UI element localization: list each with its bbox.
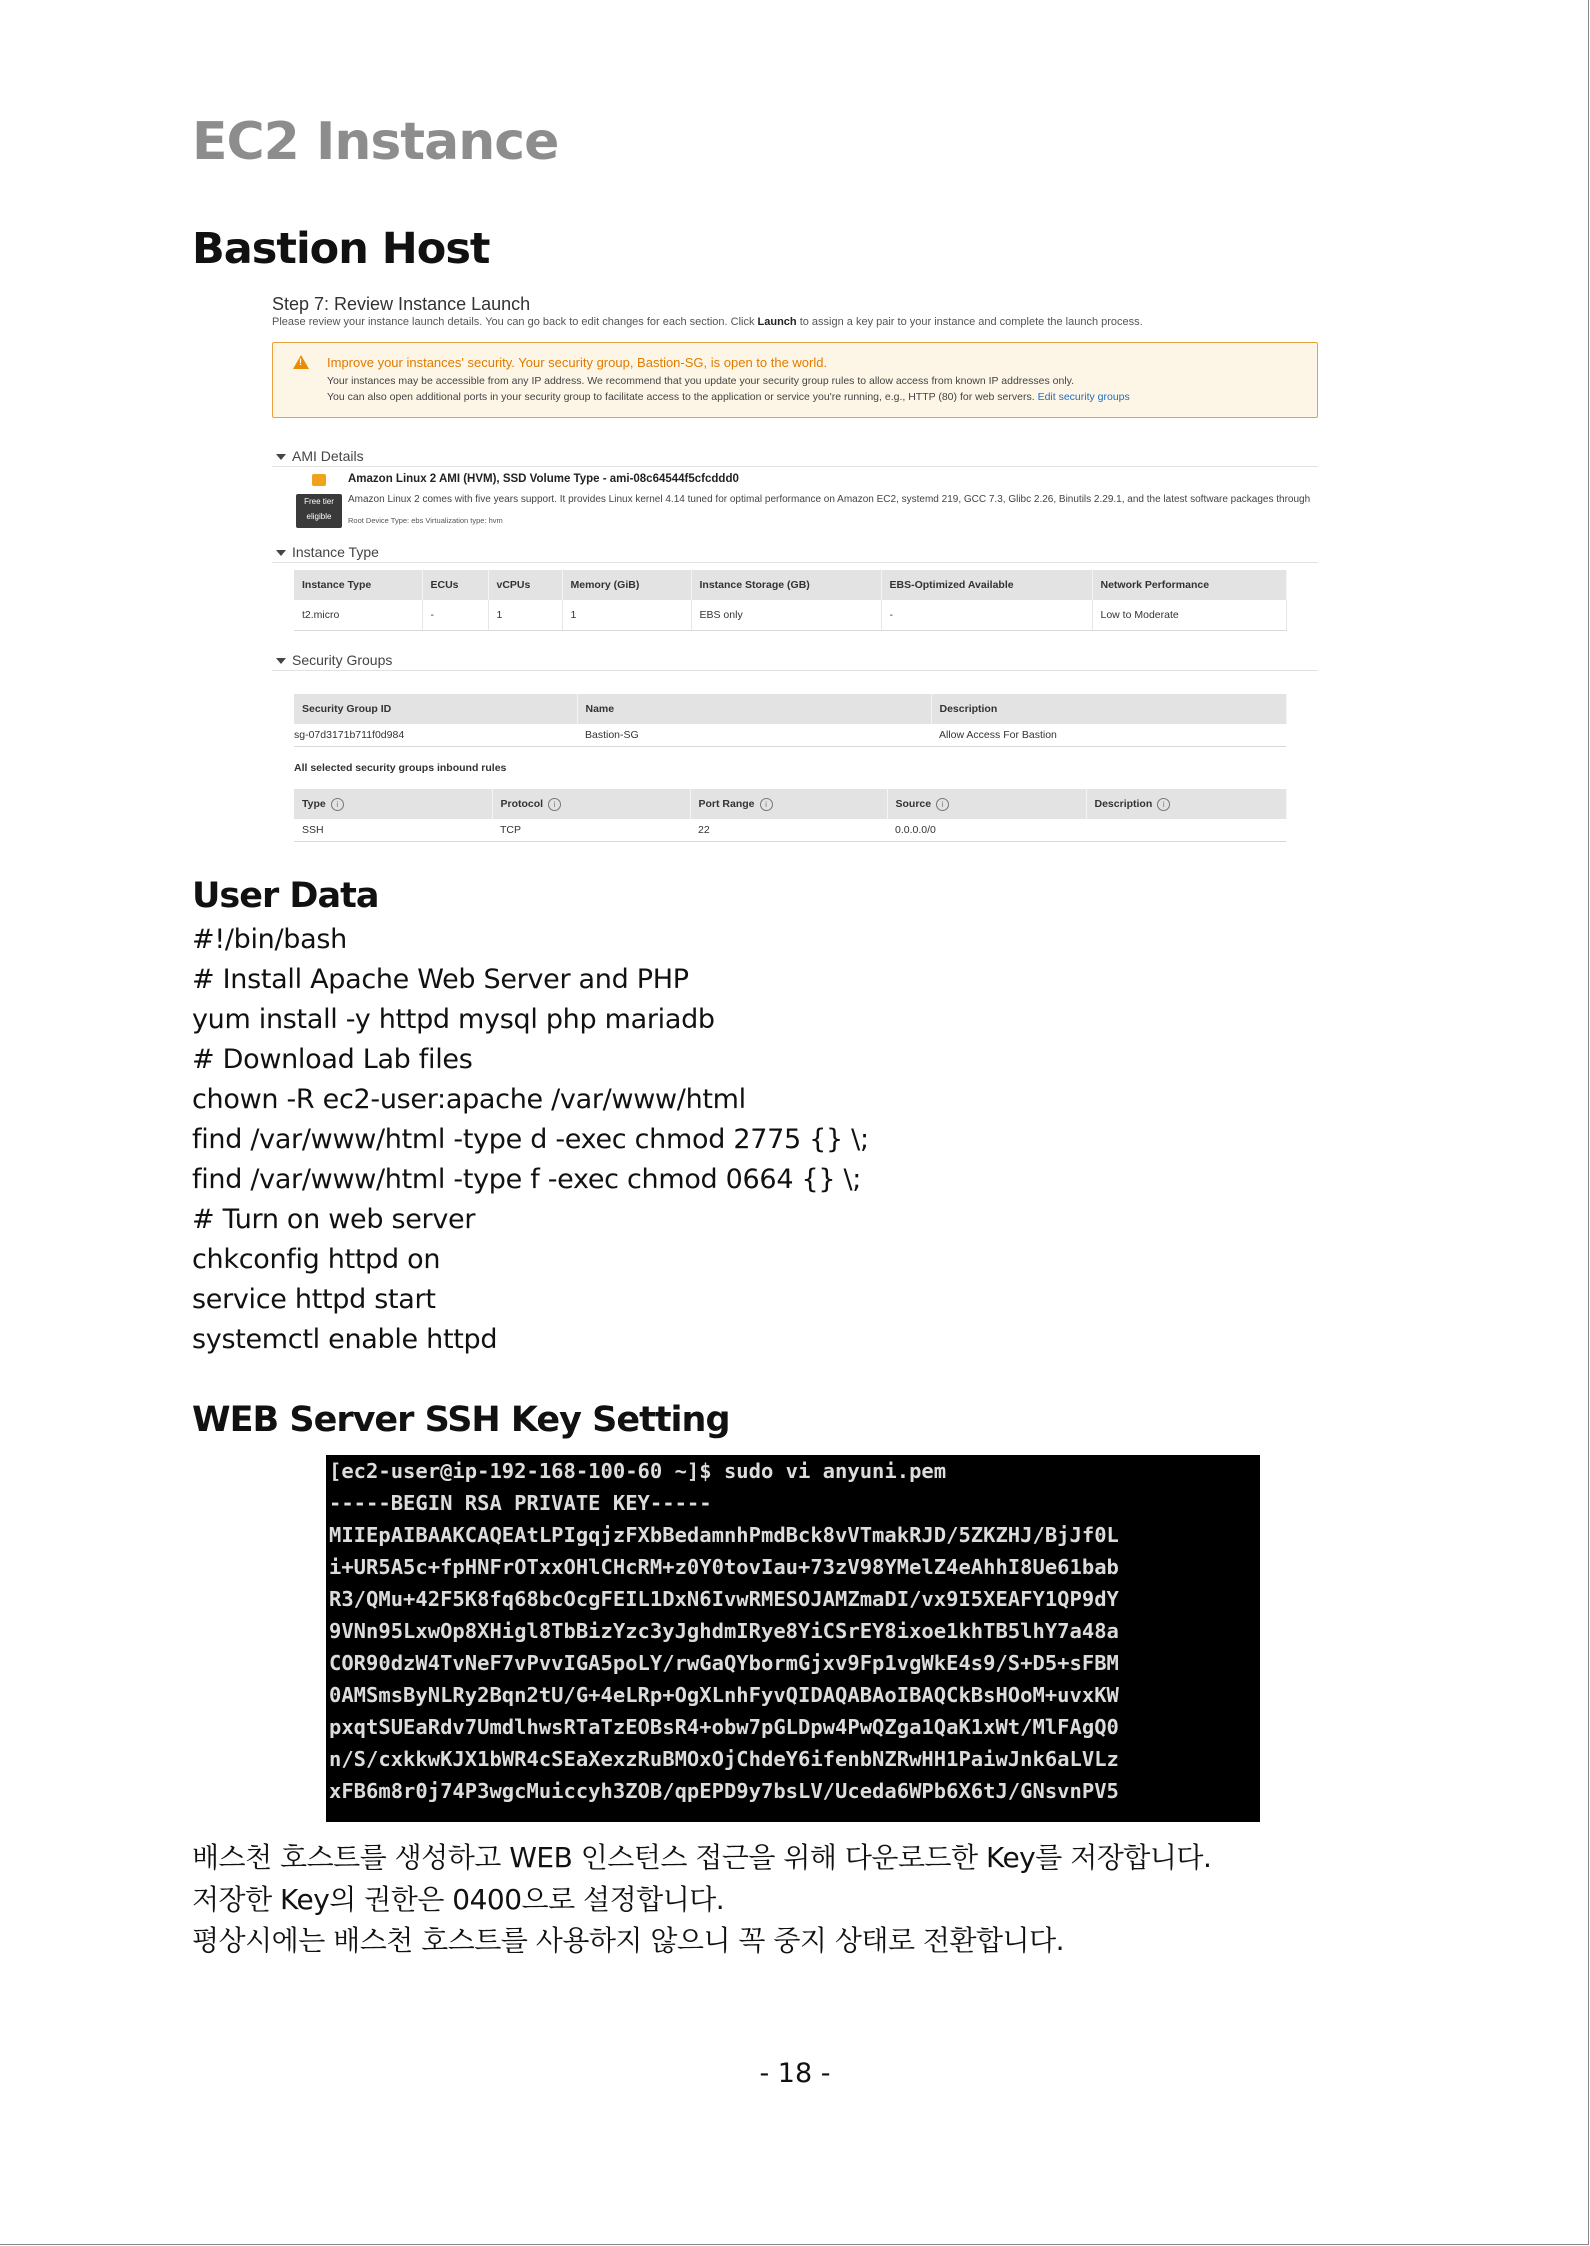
amazon-box-icon: [312, 474, 326, 486]
body-text: 배스천 호스트를 생성하고 WEB 인스턴스 접근을 위해 다운로드한 Key를 저장합니다.: [192, 1841, 1212, 1874]
terminal-line: -----BEGIN RSA PRIVATE KEY-----: [329, 1491, 712, 1515]
table-row: SSH TCP 22 0.0.0.0/0: [294, 819, 1286, 842]
ami-meta: Root Device Type: ebs Virtualization type: hvm: [348, 516, 503, 525]
code-line: #!/bin/bash: [192, 924, 347, 955]
section-heading-ssh-key: WEB Server SSH Key Setting: [192, 1400, 730, 1440]
edit-security-groups-link[interactable]: Edit security groups: [1037, 391, 1130, 403]
section-ami-details[interactable]: AMI Details: [276, 448, 364, 464]
info-icon[interactable]: i: [936, 798, 949, 811]
body-text: 평상시에는 배스천 호스트를 사용하지 않으니 꼭 중지 상태로 전환합니다.: [192, 1924, 1065, 1957]
code-line: find /var/www/html -type d -exec chmod 2775 {} \;: [192, 1124, 869, 1155]
inbound-rules-table: [294, 789, 1287, 842]
code-line: service httpd start: [192, 1284, 436, 1315]
code-line: # Turn on web server: [192, 1204, 476, 1235]
inbound-rules-label: All selected security groups inbound rules: [294, 762, 507, 774]
terminal-line: MIIEpAIBAAKCAQEAtLPIgqjzFXbBedamnhPmdBck8vVTmakRJD/5ZKZHJ/BjJf0L: [329, 1523, 1119, 1547]
warning-text-1: Your instances may be accessible from any IP address. We recommend that you update your security group rules to allow access from known IP addresses only.: [327, 375, 1075, 387]
warning-text-2: You can also open additional ports in your security group to facilitate access to the application or service you're running, e.g., HTTP (80) for web servers. Edit security groups: [327, 391, 1130, 403]
table-row: sg-07d3171b711f0d984 Bastion-SG Allow Access For Bastion: [294, 724, 1286, 747]
page-title: EC2 Instance: [192, 112, 559, 172]
code-line: systemctl enable httpd: [192, 1324, 498, 1355]
caret-down-icon: [276, 454, 286, 460]
info-icon[interactable]: i: [331, 798, 344, 811]
code-line: yum install -y httpd mysql php mariadb: [192, 1004, 715, 1035]
section-heading-user-data: User Data: [192, 876, 379, 916]
terminal-line: n/S/cxkkwKJX1bWR4cSEaXexzRuBMOxOjChdeY6ifenbNZRwHH1PaiwJnk6aLVLz: [329, 1747, 1119, 1771]
terminal-line: COR90dzW4TvNeF7vPvvIGA5poLY/rwGaQYbormGjxv9Fp1vgWkE4s9/S+D5+sFBM: [329, 1651, 1119, 1675]
code-line: chkconfig httpd on: [192, 1244, 441, 1275]
terminal-line: i+UR5A5c+fpHNFrOTxxOHlCHcRM+z0Y0tovIau+73zV98YMelZ4eAhhI8Ue61bab: [329, 1555, 1119, 1579]
security-group-table: [294, 694, 1287, 747]
section-instance-type[interactable]: Instance Type: [276, 544, 379, 560]
table-header-row: Instance Type ECUs vCPUs Memory (GiB) Instance Storage (GB) EBS-Optimized Available Network Performance: [294, 570, 1286, 600]
warning-icon: !: [293, 355, 309, 369]
page-number: - 18 -: [759, 2058, 831, 2089]
terminal-screenshot: [326, 1455, 1260, 1822]
code-line: # Download Lab files: [192, 1044, 473, 1075]
terminal-line: pxqtSUEaRdv7UmdlhwsRTaTzEOBsR4+obw7pGLDpw4PwQZga1QaK1xWt/MlFAgQ0: [329, 1715, 1119, 1739]
user-data-script: [192, 920, 869, 1360]
aws-review-screenshot: [272, 292, 1318, 844]
step-title: Step 7: Review Instance Launch: [272, 294, 531, 314]
security-warning: [272, 342, 1318, 418]
code-line: chown -R ec2-user:apache /var/www/html: [192, 1084, 746, 1115]
terminal-line: 9VNn95LxwOp8XHigl8TbBizYzc3yJghdmIRye8YiCSrEY8ixoe1khTB5lhY7a48a: [329, 1619, 1119, 1643]
caret-down-icon: [276, 658, 286, 664]
terminal-line: [ec2-user@ip-192-168-100-60 ~]$ sudo vi anyuni.pem: [329, 1459, 947, 1483]
body-text: 저장한 Key의 권한은 0400으로 설정합니다.: [192, 1883, 725, 1916]
info-icon[interactable]: i: [1157, 798, 1170, 811]
step-description: Please review your instance launch details. You can go back to edit changes for each section. Click Launch to assign a key pair to your instance and complete the launch process.: [272, 316, 1143, 328]
table-header-row: Security Group ID Name Description: [294, 694, 1286, 724]
instance-type-table: [294, 570, 1287, 631]
terminal-line: 0AMSmsByNLRy2Bqn2tU/G+4eLRp+OgXLnhFyvQIDAQABAoIBAQCkBsHOoM+uvxKW: [329, 1683, 1119, 1707]
code-line: # Install Apache Web Server and PHP: [192, 964, 689, 995]
terminal-line: xFB6m8r0j74P3wgcMuiccyh3ZOB/qpEPD9y7bsLV/Uceda6WPb6X6tJ/GNsvnPV5: [329, 1779, 1119, 1803]
info-icon[interactable]: i: [548, 798, 561, 811]
warning-title: Improve your instances' security. Your security group, Bastion-SG, is open to the world.: [327, 355, 828, 370]
table-row: t2.micro - 1 1 EBS only - Low to Moderate: [294, 600, 1286, 631]
terminal-line: R3/QMu+42F5K8fq68bcOcgFEIL1DxN6IvwRMESOJAMZmaDI/vx9I5XEAFY1QP9dY: [329, 1587, 1119, 1611]
code-line: find /var/www/html -type f -exec chmod 0664 {} \;: [192, 1164, 862, 1195]
section-heading-bastion: Bastion Host: [192, 224, 490, 274]
info-icon[interactable]: i: [760, 798, 773, 811]
divider: [272, 562, 1318, 563]
ami-name: Amazon Linux 2 AMI (HVM), SSD Volume Type - ami-08c64544f5cfcddd0: [348, 473, 739, 485]
section-security-groups[interactable]: Security Groups: [276, 652, 392, 668]
divider: [272, 466, 1318, 467]
table-header-row: Type i Protocol i Port Range i Source i Description i: [294, 789, 1286, 819]
free-tier-badge: Free tier eligible: [296, 494, 342, 528]
divider: [272, 670, 1318, 671]
caret-down-icon: [276, 550, 286, 556]
ami-description: Amazon Linux 2 comes with five years support. It provides Linux kernel 4.14 tuned for optimal performance on Amazon EC2, systemd 219, GCC 7.3, Glibc 2.26, Binutils 2.29.1, and the latest software packages through: [348, 494, 1311, 505]
